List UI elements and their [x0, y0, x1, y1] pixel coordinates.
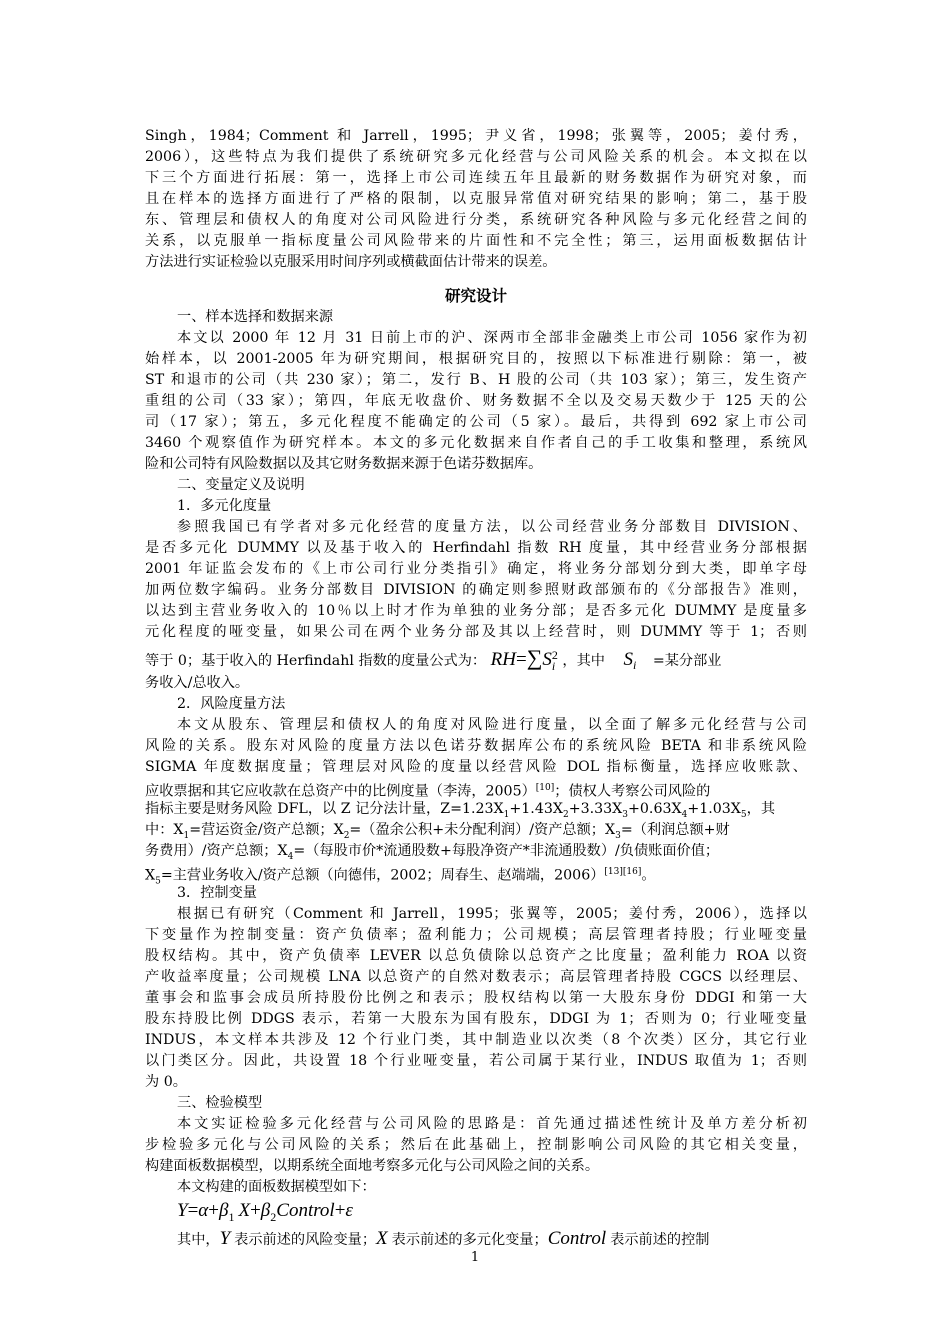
text-line: 是否多元化 DUMMY 以及基于收入的 Herfindahl 指数 RH 度量，其中经营业务分部根据 — [145, 540, 807, 556]
subsection-title: 二、变量定义及说明 — [177, 477, 305, 493]
text-line: 重组的公司（33 家）；第四，年底无收盘价、财务数据不全以及交易天数少于 125 天的公 — [145, 393, 807, 409]
text-line: 东、管理层和债权人的角度对公司风险进行分类，系统研究各种风险与多元化经营之间的 — [145, 212, 807, 228]
formula-control: Control — [276, 1200, 335, 1221]
text-line: SIGMA 年度数据度量；管理层对风险的度量以经营风险 DOL 指标衡量，选择应收账款、 — [145, 759, 807, 775]
summation-symbol: ∑ — [526, 645, 543, 670]
text-line: 产收益率度量；公司规模 LNA 以总资产的自然对数表示；高层管理者持股 CGCS 以经理层、 — [145, 969, 807, 985]
text-line: 步检验多元化与公司风险的关系；然后在此基础上，控制影响公司风险的其它相关变量， — [145, 1137, 807, 1153]
document-page — [145, 126, 807, 1254]
text-span: 等于 0；基于收入的 Herfindahl 指数的度量公式为： — [145, 653, 487, 669]
text-line: 风险的关系。股东对风险的度量方法以色诺芬数据库公布的系统风险 BETA 和非系统风险 — [145, 738, 807, 754]
subsection-title: 三、检验模型 — [177, 1095, 263, 1111]
subscript: 5 — [740, 809, 747, 820]
formula-s: S — [542, 649, 552, 670]
formula-equals: = — [515, 649, 527, 670]
citation: [10] — [535, 783, 555, 793]
text-line: 本文实证检验多元化经营与公司风险的思路是：首先通过描述性统计及单方差分析初 — [177, 1116, 807, 1132]
text-span: ，其中 — [562, 653, 605, 669]
text-span: 其中， — [177, 1232, 220, 1248]
text-span: 表示前述的风险变量； — [234, 1232, 377, 1248]
text-line: 2006），这些特点为我们提供了系统研究多元化经营与公司风险关系的机会。本文拟在以 — [145, 149, 807, 165]
text-line: 股东持股比例 DDGS 表示，若第一大股东为国有股东，DDGI 为 1；否则为 0；行业哑变量 — [145, 1011, 807, 1027]
text-line — [145, 778, 807, 799]
text-line: 下三个方面进行拓展：第一，选择上市公司连续五年且最新的财务数据作为研究对象，而 — [145, 170, 807, 186]
text-line: 司（17 家）；第五，多元化程度不能确定的公司（5 家）。最后，共得到 692 家上市公司 — [145, 414, 807, 430]
formula-beta: β — [219, 1200, 229, 1221]
text-span: ；债权人考察公司风险的 — [554, 783, 711, 800]
subscript: 4 — [287, 851, 294, 862]
text-line: 险和公司特有风险数据以及其它财务数据来源于色诺芬数据库。 — [145, 456, 543, 472]
text-span: 务费用）/资产总额；X — [145, 843, 288, 859]
subscript: 3 — [615, 830, 621, 841]
formula-plus: + — [208, 1200, 219, 1221]
text-span: 表示前述的多元化变量； — [391, 1232, 548, 1248]
panel-model-formula — [145, 1198, 807, 1224]
text-line: 以达到主营业务收入的 10％以上时才作为单独的业务分部；是否多元化 DUMMY 是度量多 — [145, 603, 807, 619]
text-span: 表示前述的控制 — [610, 1232, 710, 1248]
text-line: 方法进行实证检验以克服采用时间序列或横截面估计带来的误差。 — [145, 254, 557, 270]
formula-subscript: 1 — [228, 1209, 235, 1224]
text-span: =（每股市价*流通股数+每股净资产*非流通股数）/负债账面价值； — [293, 843, 720, 859]
model-paragraph — [145, 1114, 807, 1198]
formula-subscript: i — [551, 659, 556, 673]
text-line: 本文构建的面板数据模型如下： — [177, 1179, 376, 1195]
text-line: 为 0。 — [145, 1074, 187, 1090]
formula-si-subscript: i — [632, 657, 637, 672]
control-paragraph — [145, 904, 807, 1093]
diversification-paragraph — [145, 517, 807, 694]
text-line: 根据已有研究（Comment 和 Jarrell，1995；张翼等，2005；姜付秀，2006），选择以 — [177, 906, 807, 922]
text-span: =主营业务收入/资产总额（向德伟，2002；周春生、赵端端，2006） — [160, 867, 605, 884]
subscript: 1 — [503, 809, 510, 820]
subscript: 2 — [562, 809, 569, 820]
text-line: 参照我国已有学者对多元化经营的度量方法，以公司经营业务分部数目 DIVISION、 — [177, 519, 807, 535]
risk-paragraph — [145, 715, 807, 887]
formula-rh: RH — [490, 649, 516, 670]
subscript: 2 — [343, 830, 350, 841]
formula-control: Control — [547, 1228, 607, 1249]
text-line: 董事会和监事会成员所持股份比例之和表示；股权结构以第一大股东身份 DDGI 和第一大 — [145, 990, 807, 1006]
text-line: 下变量作为控制变量：资产负债率；盈利能力；公司规模；高层管理者持股；行业哑变量 — [145, 927, 807, 943]
formula-plus: + — [334, 1200, 346, 1221]
text-span: =营运资金/资产总额；X — [189, 822, 344, 838]
text-line: 且在样本的选择方面进行了严格的限制，以克服异常值对研究结果的影响；第二，基于股 — [145, 191, 807, 207]
subsection-title: 一、样本选择和数据来源 — [177, 309, 334, 325]
text-span: +0.63X — [628, 801, 682, 817]
formula-subscript: 2 — [270, 1209, 277, 1224]
formula-x: X — [238, 1200, 251, 1221]
formula-equals: = — [187, 1200, 199, 1221]
text-line: 2001 年证监会发布的《上市公司行业分类指引》确定，将业务分部划分到大类，即单字母 — [145, 561, 807, 577]
page-number: 1 — [470, 1250, 480, 1265]
formula-y: Y — [219, 1228, 231, 1249]
text-line: 3460 个观察值作为研究样本。本文的多元化数据来自作者自己的手工收集和整理，系统风 — [145, 435, 807, 451]
text-line: 加两位数字编码。业务分部数目 DIVISION 的确定则参照财政部颁布的《分部报告》准则， — [145, 582, 807, 598]
text-span: =（利润总额+财 — [620, 822, 730, 838]
subscript: 4 — [681, 809, 688, 820]
text-span: +1.43X — [509, 801, 563, 817]
text-line — [145, 841, 807, 862]
text-line: 元化程度的哑变量，如果公司在两个业务分部及其以上经营时，则 DUMMY 等于 1；否则 — [145, 624, 807, 640]
subsection-title: 3．控制变量 — [177, 885, 257, 901]
subscript: 1 — [183, 830, 190, 841]
text-span: =（盈余公积+未分配利润）/资产总额；X — [349, 822, 616, 838]
formula-alpha: α — [198, 1200, 209, 1221]
formula-epsilon: ε — [345, 1200, 353, 1221]
text-line: INDUS，本文样本共涉及 12 个行业门类，其中制造业以次类（8 个次类）区分，其它行业 — [145, 1032, 807, 1048]
text-line: 以门类区分。因此，共设置 18 个行业哑变量，若公司属于某行业，INDUS 取值为 1；否则 — [145, 1053, 807, 1069]
formula-si: S — [623, 649, 633, 670]
text-span: X — [145, 867, 156, 884]
formula-plus: + — [250, 1200, 261, 1221]
text-line — [145, 820, 807, 841]
text-span: 应收票据和其它应收款在总资产中的比例度量（李涛，2005） — [145, 783, 536, 800]
text-span: 。 — [641, 867, 656, 884]
formula-y: Y — [177, 1200, 188, 1221]
subscript: 3 — [622, 809, 629, 820]
formula-x: X — [376, 1228, 388, 1249]
text-line: 务收入/总收入。 — [145, 675, 250, 691]
text-span: =某分部业 — [652, 653, 722, 669]
formula-beta: β — [260, 1200, 271, 1221]
text-span: 中：X — [145, 822, 184, 838]
section-title: 研究设计 — [444, 286, 507, 305]
citation: [13][16] — [604, 867, 642, 877]
text-line: 构建面板数据模型，以期系统全面地考察多元化与公司风险之间的关系。 — [145, 1158, 600, 1174]
text-line: 始样本，以 2001-2005 年为研究期间，根据研究目的，按照以下标准进行剔除：第一，被 — [145, 351, 807, 367]
text-line — [145, 862, 807, 887]
text-line: 股权结构。其中，资产负债率 LEVER 以总负债除以总资产之比度量；盈利能力 ROA 以资 — [145, 948, 807, 964]
intro-paragraph — [145, 126, 807, 273]
text-line: 关系，以克服单一指标度量公司风险带来的片面性和不完全性；第三，运用面板数据估计 — [145, 233, 807, 249]
text-line: 本文从股东、管理层和债权人的角度对风险进行度量，以全面了解多元化经营与公司 — [177, 717, 807, 733]
text-line: Singh，1984；Comment 和 Jarrell，1995；尹义省，1998；张翼等，2005；姜付秀， — [145, 128, 807, 144]
subscript: 5 — [155, 876, 161, 887]
text-span: +3.33X — [568, 801, 623, 817]
text-span: ，其 — [746, 801, 776, 817]
text-line — [145, 799, 807, 820]
text-line: 本文以 2000 年 12 月 31 日前上市的沪、深两市全部非金融类上市公司 1056 家作为初 — [177, 330, 807, 346]
subsection-title: 1．多元化度量 — [177, 498, 272, 514]
text-span: 指标主要是财务风险 DFL，以 Z 记分法计量，Z=1.23X — [145, 801, 504, 817]
text-span: +1.03X — [687, 801, 741, 817]
sample-paragraph — [145, 328, 807, 475]
herfindahl-formula-line — [145, 643, 807, 673]
subsection-title: 2．风险度量方法 — [177, 696, 286, 712]
formula-exponent: 2 — [551, 648, 558, 662]
text-line: ST 和退市的公司（共 230 家）；第二，发行 B、H 股的公司（共 103 家）；第三，发生资产 — [145, 372, 807, 388]
